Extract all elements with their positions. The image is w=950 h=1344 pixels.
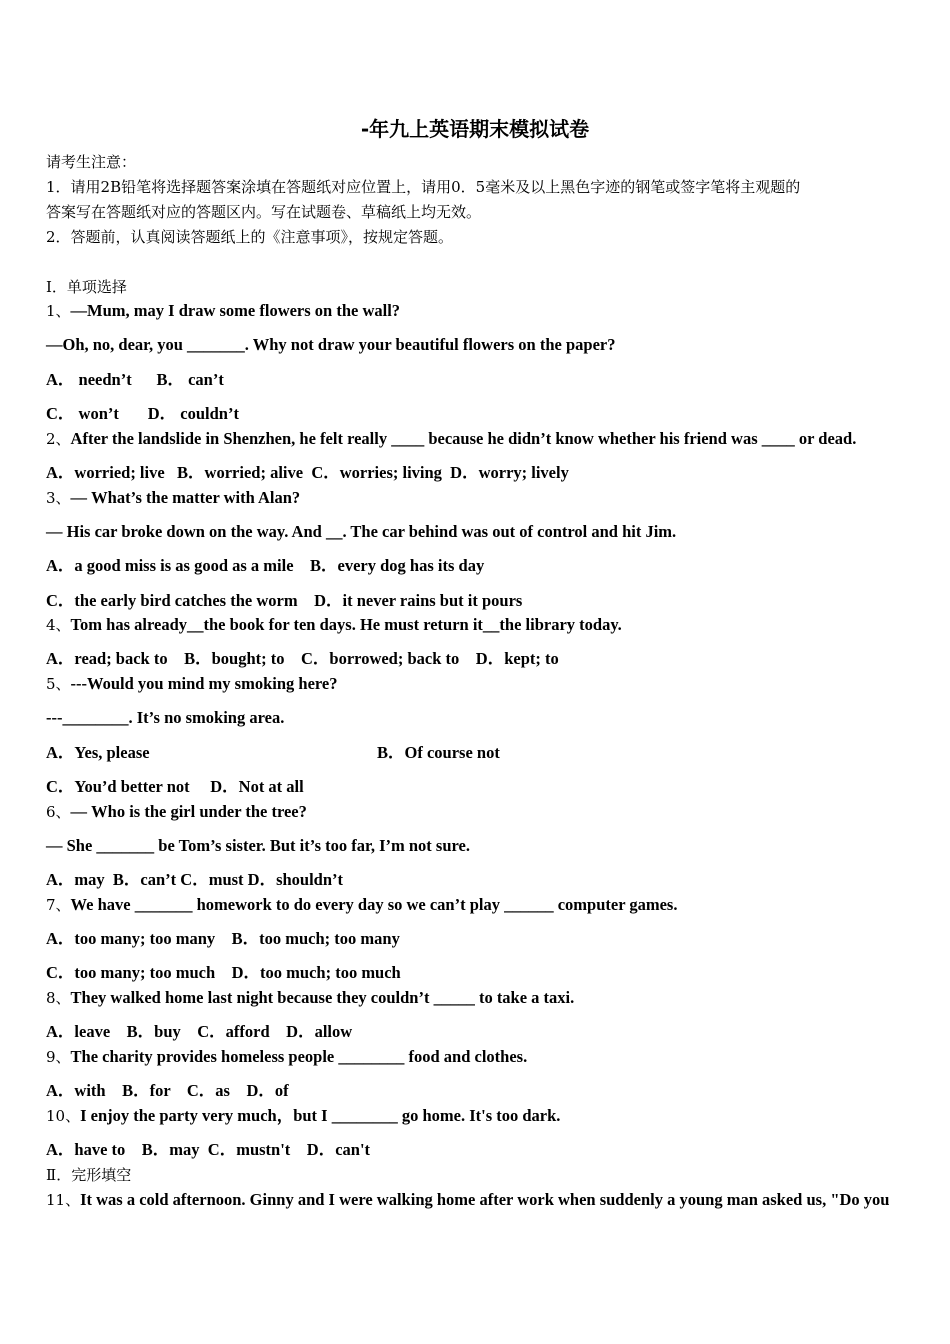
question-8-options: A．leave B．buy C．afford D．allow	[46, 1022, 353, 1041]
question-1-line-2: —Oh, no, dear, you _______. Why not draw your beautiful flowers on the paper?	[46, 335, 616, 354]
notice-line-2: 答案写在答题纸对应的答题区内。写在试题卷、草稿纸上均无效。	[46, 203, 482, 221]
question-5-line-2: ---________. It’s no smoking area.	[46, 708, 285, 727]
question-6-line-2: — She _______ be Tom’s sister. But it’s too far, I’m not sure.	[46, 836, 470, 855]
question-7	[46, 895, 677, 915]
notice-line-3: 2．答题前，认真阅读答题纸上的《注意事项》，按规定答题。	[46, 228, 454, 246]
question-3-options-ab: A．a good miss is as good as a mile B．every dog has its day	[46, 556, 485, 575]
question-8	[46, 988, 574, 1008]
question-9-options: A．with B．for C．as D．of	[46, 1081, 289, 1100]
question-2-options: A．worried; live B．worried; alive C．worries; living D．worry; lively	[46, 463, 569, 482]
question-stem: Tom has already__the book for ten days. He must return it__the library today.	[70, 615, 622, 634]
question-stem: —Mum, may I draw some flowers on the wall?	[70, 301, 401, 320]
question-stem: — What’s the matter with Alan?	[70, 488, 301, 507]
question-7-options-ab: A．too many; too many B．too much; too many	[46, 929, 400, 948]
question-number: 10、	[46, 1107, 81, 1125]
question-number: 5、	[46, 675, 71, 693]
question-number: 2、	[46, 430, 71, 448]
question-11	[46, 1190, 889, 1210]
question-9	[46, 1047, 527, 1067]
question-1-options-cd: C． won’t D． couldn’t	[46, 404, 239, 423]
question-10-options: A．have to B．may C．mustn't D．can't	[46, 1140, 371, 1159]
question-number: 6、	[46, 803, 71, 821]
question-3-options-cd: C．the early bird catches the worm D．it never rains but it pours	[46, 591, 523, 610]
question-number: 7、	[46, 896, 71, 914]
question-number: 11、	[46, 1191, 81, 1209]
notice-heading: 请考生注意：	[46, 153, 137, 171]
question-stem: It was a cold afternoon. Ginny and I were walking home after work when suddenly a young man asked us, "Do you	[80, 1190, 890, 1209]
question-6	[46, 802, 307, 822]
question-number: 9、	[46, 1048, 71, 1066]
question-1-options-ab: A． needn’t B． can’t	[46, 370, 224, 389]
question-6-options: A．may B．can’t C．must D．shouldn’t	[46, 870, 344, 889]
question-1	[46, 301, 400, 321]
question-5	[46, 674, 338, 694]
question-stem: We have _______ homework to do every day so we can’t play ______ computer games.	[70, 895, 678, 914]
question-7-options-cd: C．too many; too much D．too much; too much	[46, 963, 401, 982]
question-2	[46, 429, 856, 449]
question-4	[46, 615, 622, 635]
notice-line-1: 1．请用2B铅笔将选择题答案涂填在答题纸对应位置上，请用0．5毫米及以上黑色字迹的钢笔或签字笔将主观题的	[46, 178, 801, 196]
question-number: 3、	[46, 489, 71, 507]
question-stem: — Who is the girl under the tree?	[70, 802, 307, 821]
question-4-options: A．read; back to B．bought; to C．borrowed; back to D．kept; to	[46, 649, 559, 668]
page-title: -年九上英语期末模拟试卷	[360, 117, 590, 141]
question-3-line-2: — His car broke down on the way. And __. The car behind was out of control and hit Jim.	[46, 522, 677, 541]
question-5-options-cd: C．You’d better not D．Not at all	[46, 777, 304, 796]
section-heading-single-choice: Ⅰ．单项选择	[46, 278, 127, 296]
question-stem: The charity provides homeless people ________ food and clothes.	[70, 1047, 528, 1066]
question-stem: After the landslide in Shenzhen, he felt really ____ because he didn’t know whether his friend was ____ or dead.	[70, 429, 857, 448]
question-3	[46, 488, 300, 508]
question-stem: They walked home last night because they couldn’t _____ to take a taxi.	[70, 988, 575, 1007]
question-5-option-a: A．Yes, please	[46, 743, 150, 762]
question-stem: ---Would you mind my smoking here?	[70, 674, 338, 693]
question-number: 8、	[46, 989, 71, 1007]
question-5-option-b: B．Of course not	[377, 743, 500, 762]
section-heading-cloze: Ⅱ．完形填空	[46, 1166, 132, 1184]
question-number: 4、	[46, 616, 71, 634]
question-10	[46, 1106, 560, 1126]
question-stem: I enjoy the party very much，but I ________ go home. It's too dark.	[80, 1106, 561, 1125]
question-number: 1、	[46, 302, 71, 320]
